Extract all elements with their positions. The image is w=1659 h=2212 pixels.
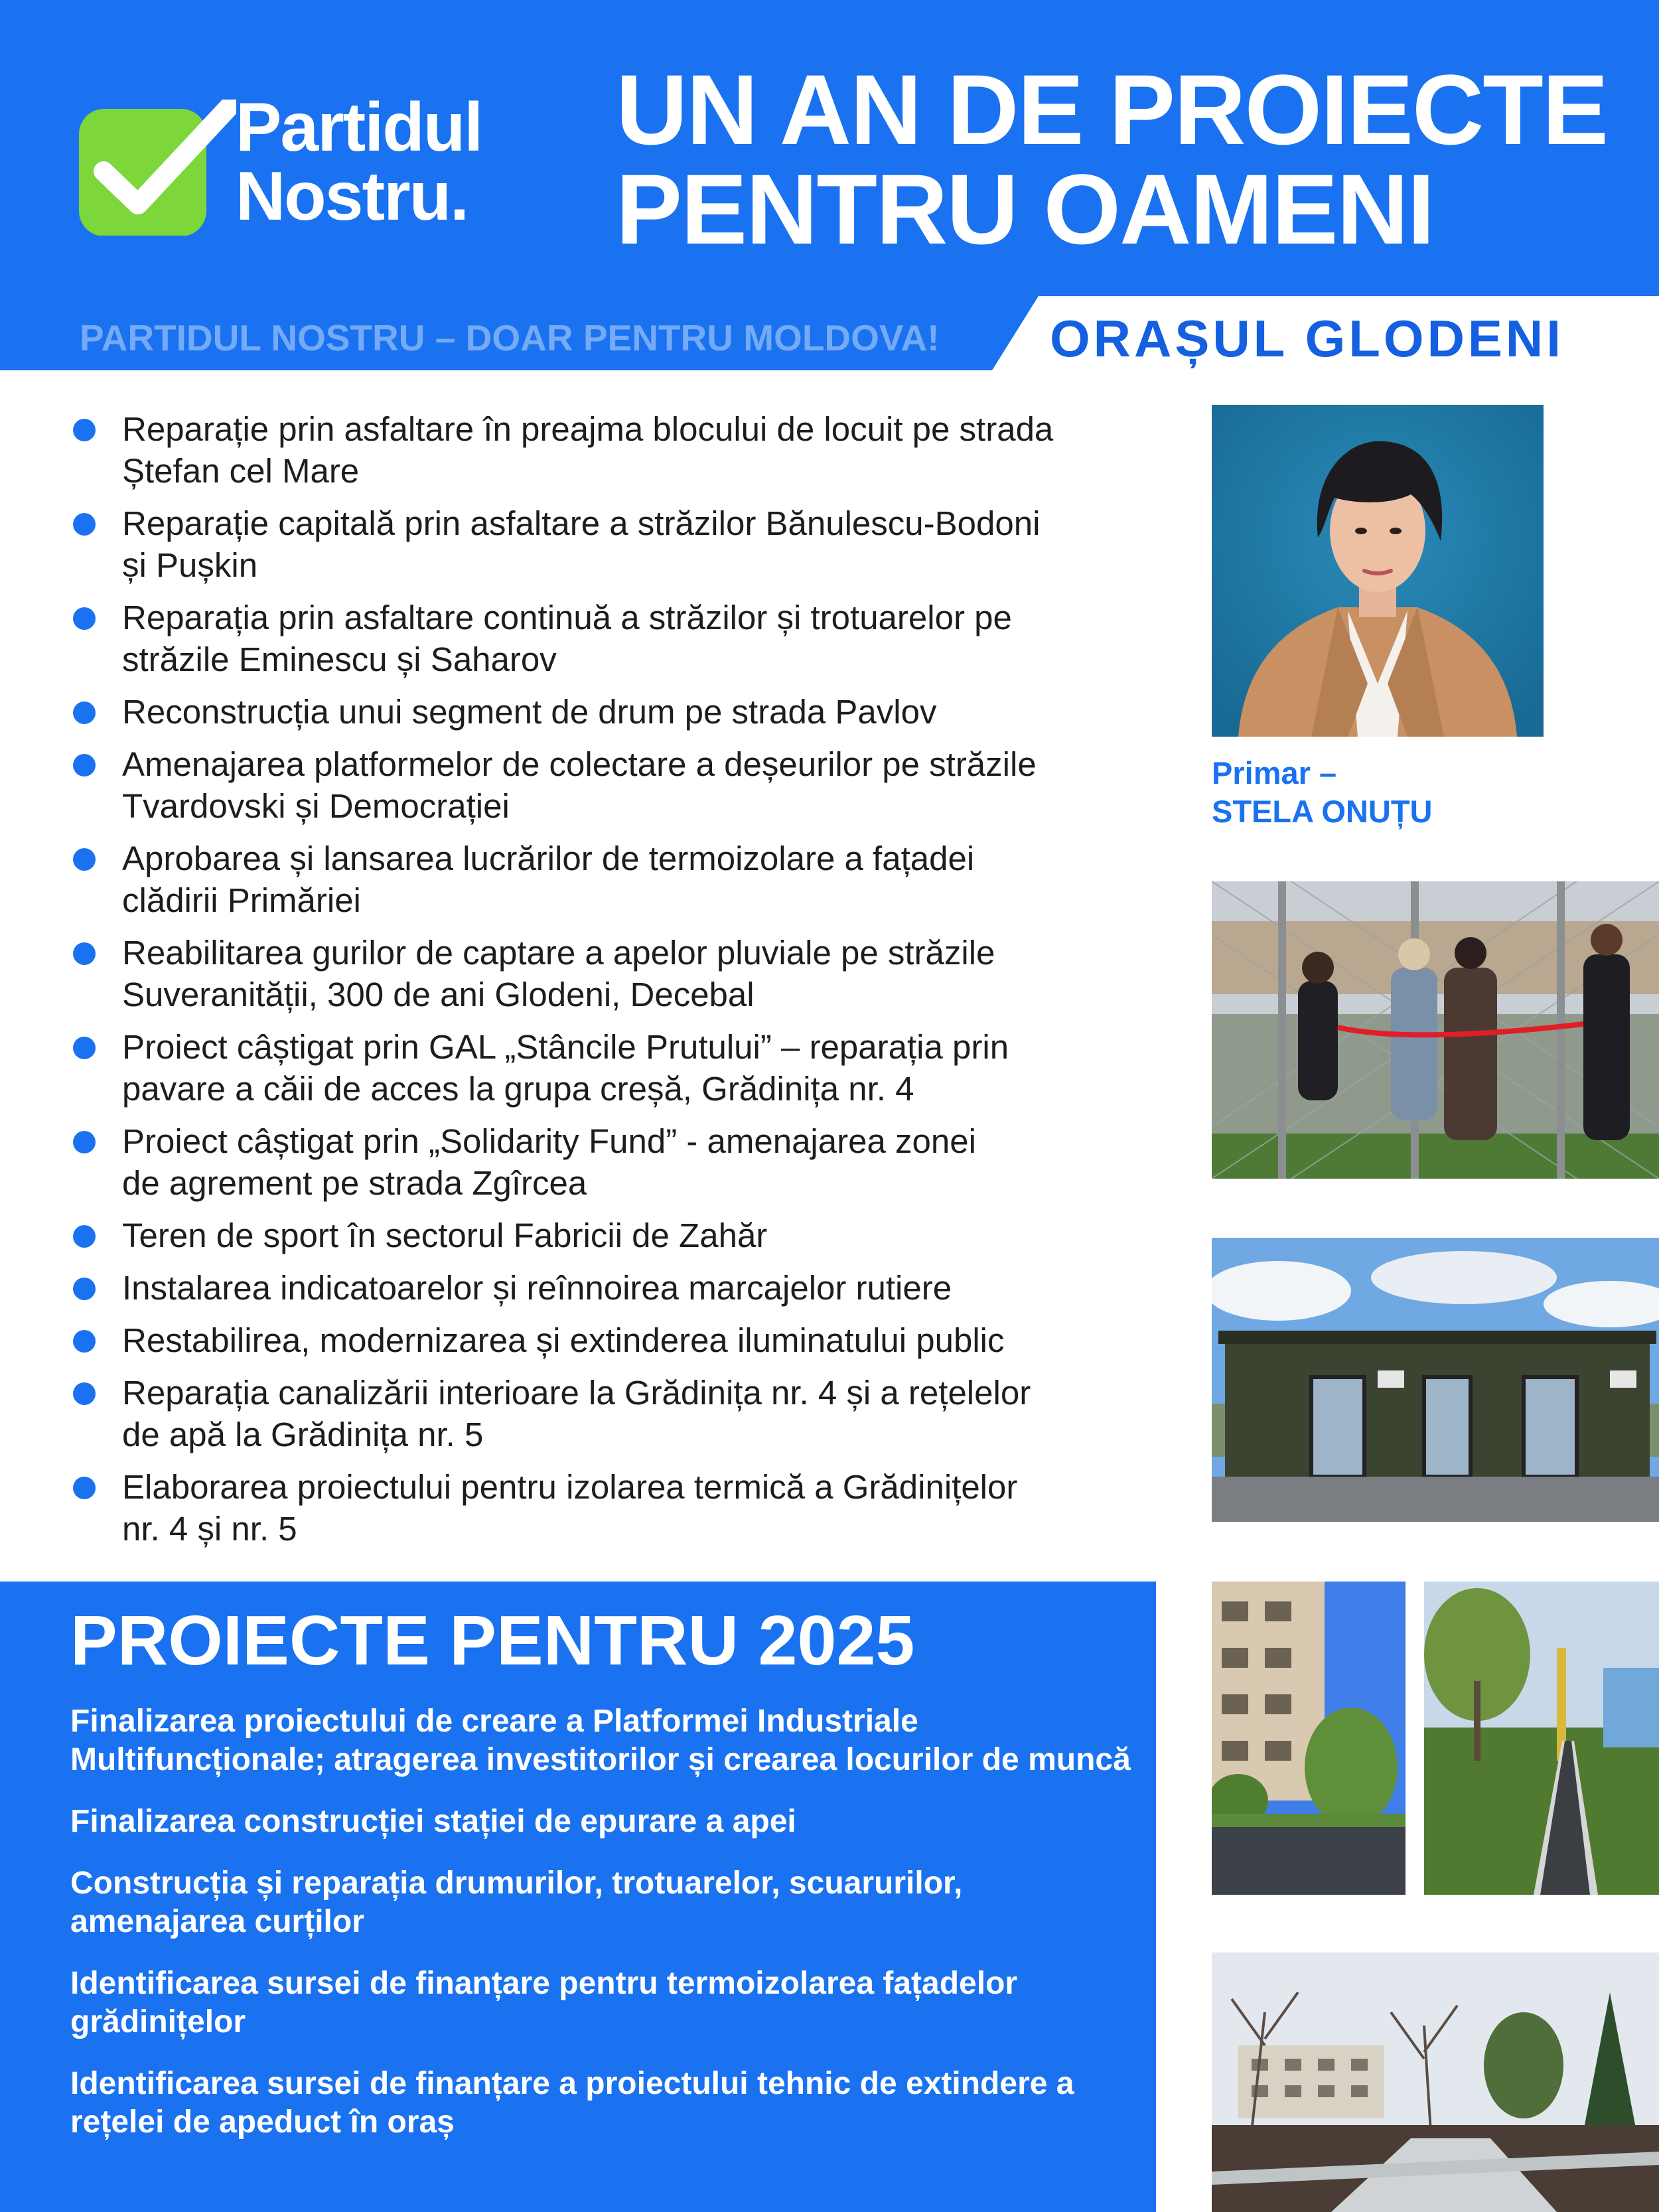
courtyard-photo bbox=[1212, 1582, 1406, 1895]
bullet-icon bbox=[73, 1382, 96, 1405]
bullet-icon bbox=[73, 942, 96, 965]
bullet-icon bbox=[73, 701, 96, 724]
list-item-line: Reparația prin asfaltare continuă a străzilor și trotuarelor pe bbox=[122, 599, 1012, 636]
list-item-line: pavare a căii de acces la grupa creșă, Grădinița nr. 4 bbox=[122, 1070, 914, 1108]
bullet-icon bbox=[73, 1330, 96, 1353]
list-item-line: Identificarea sursei de finanțare a proiectului tehnic de extindere a bbox=[70, 2066, 1074, 2101]
list-item bbox=[73, 1319, 1148, 1361]
bullet-icon bbox=[73, 513, 96, 536]
list-item-line: Proiect câștigat prin GAL „Stâncile Prutului” – reparația prin bbox=[122, 1028, 1009, 1066]
check-logo-icon bbox=[77, 100, 236, 236]
list-item-line: Elaborarea proiectului pentru izolarea termică a Grădinițelor bbox=[122, 1468, 1018, 1506]
list-item-line: Reabilitarea gurilor de captare a apelor pluviale pe străzile bbox=[122, 934, 995, 972]
list-item bbox=[73, 597, 1148, 680]
list-item bbox=[73, 1372, 1148, 1455]
list-item bbox=[70, 1702, 1145, 1779]
list-item bbox=[73, 691, 1148, 733]
bullet-icon bbox=[73, 607, 96, 630]
list-item-line: rețelei de apeduct în oraș bbox=[70, 2104, 455, 2140]
page-title-line2: PENTRU OAMENI bbox=[616, 153, 1434, 265]
list-item bbox=[73, 1215, 1148, 1256]
list-item-line: Ștefan cel Mare bbox=[122, 452, 360, 490]
list-item bbox=[70, 2065, 1145, 2142]
footpath-photo bbox=[1424, 1582, 1659, 1895]
list-item bbox=[73, 502, 1148, 586]
list-item bbox=[70, 1864, 1145, 1941]
bullet-icon bbox=[73, 1477, 96, 1499]
list-item-line: Teren de sport în sectorul Fabricii de Zahăr bbox=[122, 1217, 768, 1254]
list-item-line: Multifuncționale; atragerea investitorilor și crearea locurilor de muncă bbox=[70, 1742, 1131, 1777]
list-item-line: Proiect câștigat prin „Solidarity Fund” - amenajarea zonei bbox=[122, 1122, 976, 1160]
list-item bbox=[73, 1466, 1148, 1550]
list-item bbox=[73, 408, 1148, 492]
list-item bbox=[73, 838, 1148, 921]
list-item-line: Finalizarea construcției stației de epurare a apei bbox=[70, 1804, 796, 1839]
list-item bbox=[73, 743, 1148, 827]
list-item bbox=[73, 1026, 1148, 1110]
mayor-portrait bbox=[1212, 405, 1544, 737]
brand-name-line2: Nostru. bbox=[236, 158, 468, 235]
park-photo bbox=[1212, 1953, 1659, 2212]
list-item-line: de apă la Grădinița nr. 5 bbox=[122, 1416, 484, 1453]
list-item bbox=[73, 932, 1148, 1015]
building-photo bbox=[1212, 1238, 1659, 1522]
list-item bbox=[73, 1120, 1148, 1204]
list-item-line: Restabilirea, modernizarea și extinderea iluminatului public bbox=[122, 1321, 1005, 1359]
projects-list bbox=[70, 1702, 1145, 2165]
list-item bbox=[73, 1267, 1148, 1309]
bullet-icon bbox=[73, 1131, 96, 1153]
city-name: ORAȘUL GLODENI bbox=[1050, 309, 1564, 368]
list-item-line: și Pușkin bbox=[122, 546, 258, 584]
list-item-line: Aprobarea și lansarea lucrărilor de termoizolare a fațadei bbox=[122, 840, 975, 877]
list-item-line: Tvardovski și Democrației bbox=[122, 787, 510, 825]
list-item-line: Suveranității, 300 de ani Glodeni, Decebal bbox=[122, 976, 755, 1013]
list-item-line: Reconstrucția unui segment de drum pe strada Pavlov bbox=[122, 693, 937, 731]
bullet-icon bbox=[73, 1278, 96, 1300]
bullet-icon bbox=[73, 754, 96, 776]
list-item-line: nr. 4 și nr. 5 bbox=[122, 1510, 297, 1548]
mayor-role: Primar – bbox=[1212, 755, 1337, 790]
list-item-line: străzile Eminescu și Saharov bbox=[122, 640, 557, 678]
list-item bbox=[70, 1964, 1145, 2041]
tagline: PARTIDUL NOSTRU – DOAR PENTRU MOLDOVA! bbox=[80, 317, 940, 358]
page-title-line1: UN AN DE PROIECTE bbox=[616, 54, 1607, 165]
mayor-name: STELA ONUȚU bbox=[1212, 794, 1433, 829]
bullet-icon bbox=[73, 1037, 96, 1059]
page-title bbox=[616, 54, 1607, 265]
list-item-line: amenajarea curților bbox=[70, 1904, 364, 1939]
list-item-line: Amenajarea platformelor de colectare a deșeurilor pe străzile bbox=[122, 745, 1037, 783]
list-item-line: Reparația canalizării interioare la Grădinița nr. 4 și a rețelelor bbox=[122, 1374, 1031, 1412]
list-item-line: Construcția și reparația drumurilor, trotuarelor, scuarurilor, bbox=[70, 1866, 963, 1901]
bullet-icon bbox=[73, 848, 96, 871]
ribbon-cutting-photo bbox=[1212, 881, 1659, 1179]
brand-name-line1: Partidul bbox=[236, 89, 482, 166]
list-item bbox=[70, 1803, 1145, 1841]
bullet-icon bbox=[73, 1225, 96, 1248]
list-item-line: grădinițelor bbox=[70, 2004, 246, 2039]
bullet-icon bbox=[73, 419, 96, 441]
list-item-line: de agrement pe strada Zgîrcea bbox=[122, 1164, 587, 1202]
brand-name bbox=[236, 89, 482, 235]
list-item-line: Reparație prin asfaltare în preajma blocului de locuit pe strada bbox=[122, 410, 1054, 448]
projects-title: PROIECTE PENTRU 2025 bbox=[70, 1601, 915, 1680]
list-item-line: Instalarea indicatoarelor și reînnoirea marcajelor rutiere bbox=[122, 1269, 952, 1307]
list-item-line: clădirii Primăriei bbox=[122, 881, 361, 919]
accomplishments-list bbox=[73, 408, 1148, 1560]
list-item-line: Finalizarea proiectului de creare a Platformei Industriale bbox=[70, 1704, 918, 1739]
list-item-line: Identificarea sursei de finanțare pentru termoizolarea fațadelor bbox=[70, 1966, 1018, 2001]
list-item-line: Reparație capitală prin asfaltare a străzilor Bănulescu-Bodoni bbox=[122, 504, 1041, 542]
